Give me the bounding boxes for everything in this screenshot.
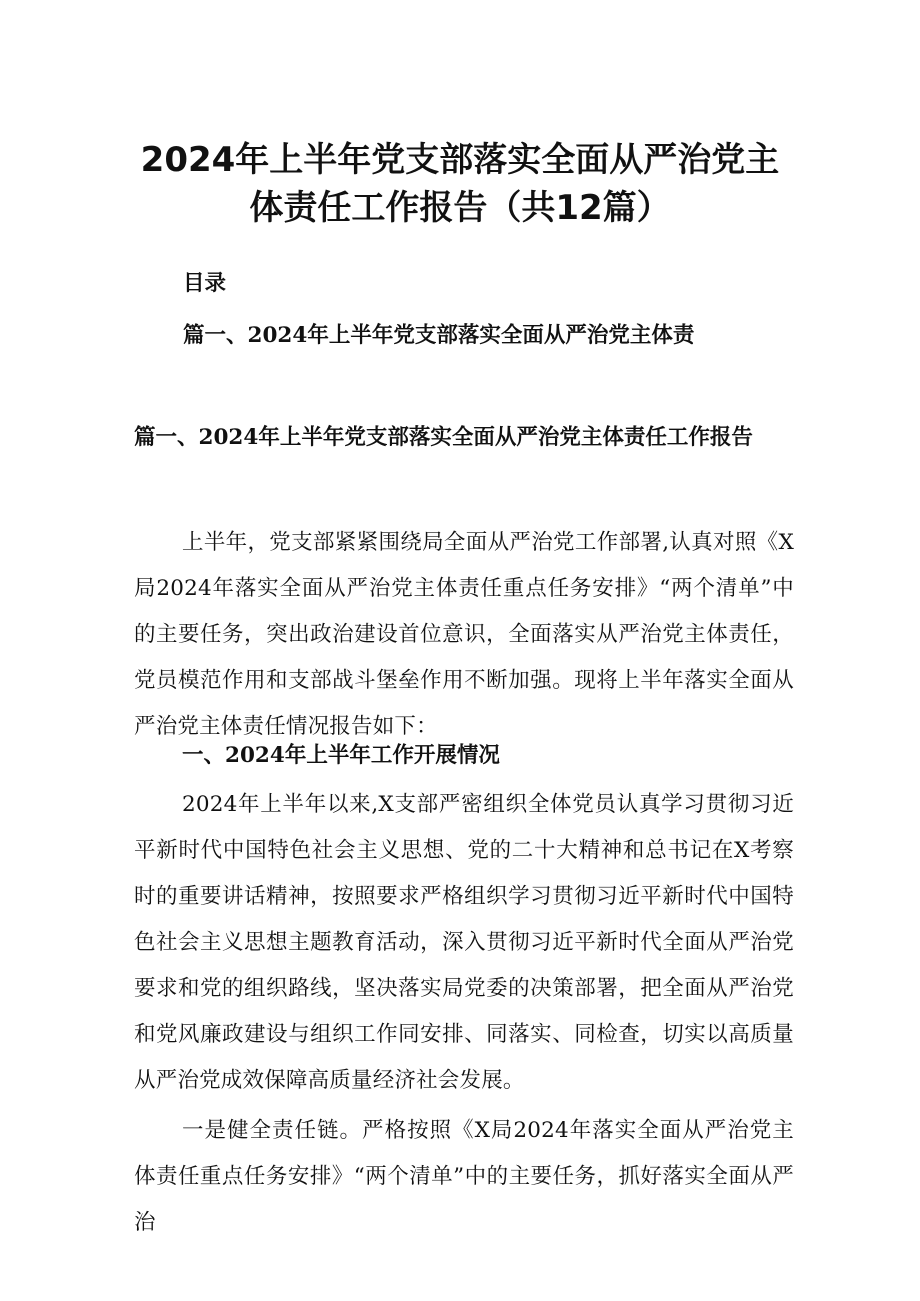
section-heading: 篇一、2024年上半年党支部落实全面从严治党主体责任工作报告 (134, 425, 753, 450)
body-paragraph: 2024年上半年以来,X支部严密组织全体党员认真学习贯彻习近平新时代中国特色社会主义思想、党的二十大精神和总书记在X考察时的重要讲话精神，按照要求严格组织学习贯彻习近平新时代中国特色社会主义思想主题教育活动，深入贯彻习近平新时代全面从严治党要求和党的组织路线，坚决落实局党委的决策部署，把全面从严治党和党风廉政建设与组织工作同安排、同落实、同检查，切实以高质量从严治党成效保障高质量经济社会发展。 (134, 792, 794, 1093)
subheading: 一、2024年上半年工作开展情况 (182, 743, 500, 768)
document-title-line-2: 体责任工作报告（共12篇） (249, 188, 671, 228)
body-paragraph: 上半年，党支部紧紧围绕局全面从严治党工作部署,认真对照《X局2024年落实全面从严治党主体责任重点任务安排》“两个清单”中的主要任务，突出政治建设首位意识，全面落实从严治党主体责任，党员模范作用和支部战斗堡垒作用不断加强。现将上半年落实全面从严治党主体责任情况报告如下： (134, 530, 794, 739)
toc-label: 目录 (183, 271, 227, 296)
toc-item[interactable]: 篇一、2024年上半年党支部落实全面从严治党主体责 (183, 323, 695, 348)
body-paragraph: 一是健全责任链。严格按照《X局2024年落实全面从严治党主体责任重点任务安排》“两个清单”中的主要任务，抓好落实全面从严治 (134, 1118, 794, 1235)
document-title-line-1: 2024年上半年党支部落实全面从严治党主 (140, 140, 780, 180)
